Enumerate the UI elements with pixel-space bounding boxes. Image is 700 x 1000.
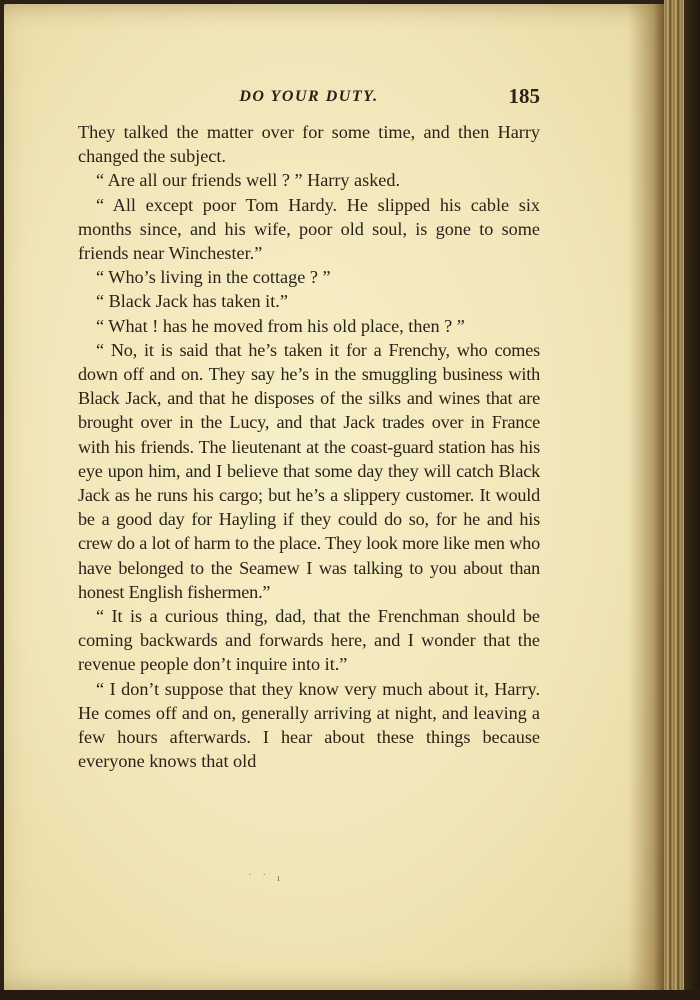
running-title: DO YOUR DUTY.: [239, 88, 379, 105]
paragraph: “ Black Jack has taken it.”: [96, 291, 288, 312]
page-gutter-shadow: [628, 4, 664, 992]
paragraph: “ No, it is said that he’s taken it for a Frenchy, who comes down off and on. They say he’s in the smuggling business with Black Jack, and that he disposes of the silks and wines that are brought over in the Lucy, and that Jack trades over in France with his friends. The lieutenant at the coast-guard station has his eye upon him, and I believe that some day they will catch Black Jack as he runs his cargo; but he’s a slippery customer. It would be a good day for Hayling if they could do so, for he and his crew do a lot of harm to the place. They look more like men who have belonged to the Seamew I was talking to you about than honest English fishermen.”: [78, 339, 540, 602]
paragraph: “ It is a curious thing, dad, that the Frenchman should be coming backwards and forwards here, and I wonder that the revenue people don’t inquire into it.”: [78, 606, 540, 675]
bottom-edge: [0, 990, 700, 1000]
page-number: 185: [508, 84, 540, 108]
page-header: [78, 84, 540, 114]
paragraph: “ All except poor Tom Hardy. He slipped his cable six months since, and his wife, poor old soul, is gone to some friends near Winchester.”: [78, 194, 540, 264]
paragraph: “ Who’s living in the cottage ? ”: [96, 267, 331, 288]
paragraph: They talked the matter over for some time, and then Harry changed the subject.: [78, 122, 540, 167]
paragraph: “ Are all our friends well ? ” Harry asked.: [96, 170, 401, 191]
paragraph: “ What ! has he moved from his old place, then ? ”: [96, 315, 465, 336]
body-text: [78, 120, 540, 773]
printer-mark: ˙ ˙ ı: [248, 872, 284, 884]
book-spine: [684, 0, 700, 1000]
paragraph: “ I don’t suppose that they know very much about it, Harry. He comes off and on, generally arriving at night, and leaving a few hours afterwards. I hear about these things because everyone knows that old: [78, 678, 540, 772]
